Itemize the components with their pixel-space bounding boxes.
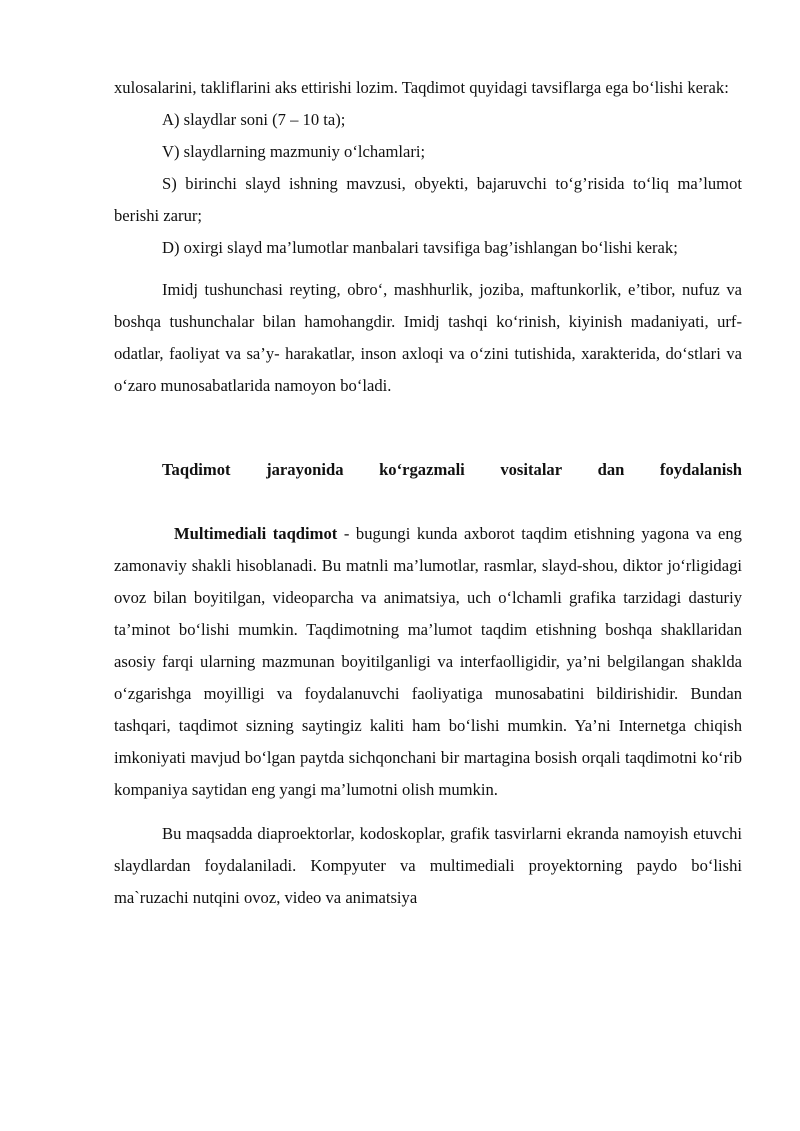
list-item-s: S) birinchi slayd ishning mavzusi, obyekti, bajaruvchi to‘g’risida to‘liq ma’lumot berishi zarur; [114, 174, 742, 225]
list-item-a: A) slaydlar soni (7 – 10 ta); [162, 110, 346, 129]
heading-word: jarayonida [266, 460, 344, 479]
paragraph-multimedia-text: - bugungi kunda axborot taqdim etishning yagona va eng zamonaviy shakli hisoblanadi. Bu matnli ma’lumotlar, rasmlar, slayd-shou, diktor jo‘rligidagi ovoz bilan boyitilgan, videoparcha va animatsiya, uch o‘lchamli grafika tarzidagi dasturiy ta’minot bo‘lishi mumkin. Taqdimotning ma’lumot taqdim etishning boshqa shakllaridan asosiy farqi ularning mazmunan boyitilganligi va interfaolligidir, ya’ni belgilangan shaklda o‘zgarishga moyilligi va foydalanuvchi faoliyatiga munosabatini bildirishidir. Bundan tashqari, taqdimot sizning saytingiz kaliti ham bo‘lishi mumkin. Ya’ni Internetga chiqish imkoniyati mavjud bo‘lgan paytda sichqonchani bir martagina bosish orqali taqdimotni ko‘rib kompaniya saytidan eng yangi ma’lumotni olish mumkin. [114, 524, 742, 799]
heading-word: ko‘rgazmali [379, 460, 465, 479]
heading-word: vositalar [500, 460, 563, 479]
paragraph-multimedia [114, 518, 742, 806]
section-heading [162, 454, 742, 486]
paragraph-continuation: xulosalarini, takliflarini aks ettirishi lozim. Taqdimot quyidagi tavsiflarga ega bo‘lishi kerak: [114, 78, 729, 97]
heading-word: Taqdimot [162, 460, 231, 479]
list-item-d: D) oxirgi slayd ma’lumotlar manbalari tavsifiga bag’ishlangan bo‘lishi kerak; [162, 238, 678, 257]
heading-word: dan [597, 460, 625, 479]
document-page [114, 72, 742, 914]
list-item-v: V) slaydlarning mazmuniy o‘lchamlari; [162, 142, 426, 161]
heading-word: foydalanish [659, 460, 742, 479]
term-bold: Multimediali taqdimot [174, 524, 338, 543]
paragraph-imidj: Imidj tushunchasi reyting, obro‘, mashhurlik, joziba, maftunkorlik, e’tibor, nufuz va boshqa tushunchalar bilan hamohangdir. Imidj tashqi ko‘rinish, kiyinish madaniyati, urf-odatlar, faoliyat va sa’y- harakatlar, inson axloqi va o‘zini tutishida, xarakterida, do‘stlari va o‘zaro munosabatlarida namoyon bo‘ladi. [114, 280, 742, 395]
paragraph-purpose: Bu maqsadda diaproektorlar, kodoskoplar, grafik tasvirlarni ekranda namoyish etuvchi slaydlardan foydalaniladi. Kompyuter va multimediali proyektorning paydo bo‘lishi ma`ruzachi nutqini ovoz, video va animatsiya [114, 824, 742, 907]
